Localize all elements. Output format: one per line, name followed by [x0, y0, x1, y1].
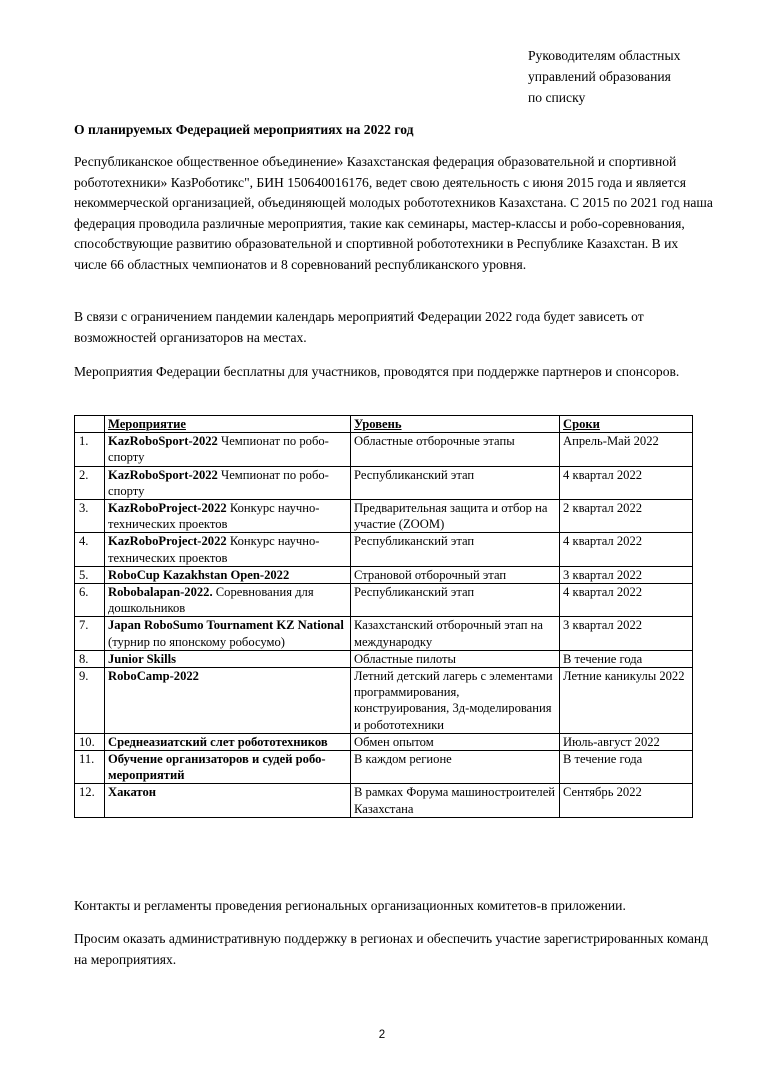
- dates-cell: Апрель-Май 2022: [560, 433, 693, 466]
- dates-cell: Сентябрь 2022: [560, 784, 693, 817]
- dates-cell: 3 квартал 2022: [560, 617, 693, 650]
- dates-cell: Июль-август 2022: [560, 733, 693, 750]
- row-number: 8.: [75, 650, 105, 667]
- level-cell: Областные отборочные этапы: [351, 433, 560, 466]
- event-name: RoboCamp-2022: [108, 669, 199, 684]
- dates-cell: 4 квартал 2022: [560, 533, 693, 566]
- intro-paragraph: Республиканское общественное объединение» Казахстанская федерация образовательной и спортивной робототехники» КазРоботикс", БИН 150640016176, ведет свою деятельность с июня 2015 года и является некоммерческой организацией, объединяющей молодых робототехников Казахстана. С 2015 по 2021 год наша федерация проводила различные мероприятия, такие как семинары, мастер-классы и робо-соревнования, способствующие развитию образовательной и спортивной робототехники в Республике Казахстан. В их числе 66 областных чемпионатов и 8 соревнований республиканского уровня.: [74, 154, 713, 272]
- level-cell: Республиканский этап: [351, 584, 560, 617]
- event-cell: [105, 500, 351, 533]
- level-cell: Республиканский этап: [351, 533, 560, 566]
- row-number: 2.: [75, 466, 105, 499]
- event-name: KazRoboSport-2022: [108, 434, 218, 449]
- event-description: Конкурс научно-технических проектов: [108, 501, 320, 532]
- header-level: Уровень: [351, 416, 560, 433]
- event-name: Обучение организаторов и судей робо-мероприятий: [108, 752, 326, 783]
- event-cell: [105, 466, 351, 499]
- row-number: 5.: [75, 566, 105, 583]
- event-cell: [105, 650, 351, 667]
- header-dates: Сроки: [560, 416, 693, 433]
- table-row: [75, 650, 693, 667]
- event-cell: [105, 584, 351, 617]
- level-cell: Предварительная защита и отбор на участие (ZOOM): [351, 500, 560, 533]
- table-row: [75, 500, 693, 533]
- event-cell: [105, 784, 351, 817]
- row-number: 6.: [75, 584, 105, 617]
- header-event: Мероприятие: [105, 416, 351, 433]
- addressee-line: по списку: [528, 90, 586, 105]
- addressee-line: Руководителям областных: [528, 48, 681, 63]
- dates-cell: 2 квартал 2022: [560, 500, 693, 533]
- table-row: [75, 617, 693, 650]
- events-table: [74, 415, 693, 818]
- level-cell: Обмен опытом: [351, 733, 560, 750]
- event-name: KazRoboSport-2022: [108, 467, 218, 482]
- row-number: 9.: [75, 668, 105, 734]
- table-row: [75, 566, 693, 583]
- table-row: [75, 733, 693, 750]
- event-cell: [105, 566, 351, 583]
- letter-subject: О планируемых Федерацией мероприятиях на 2022 год: [74, 122, 414, 137]
- row-number: 7.: [75, 617, 105, 650]
- dates-cell: 4 квартал 2022: [560, 466, 693, 499]
- dates-cell: Летние каникулы 2022: [560, 668, 693, 734]
- table-row: [75, 751, 693, 784]
- row-number: 12.: [75, 784, 105, 817]
- table-row: [75, 784, 693, 817]
- dates-cell: В течение года: [560, 650, 693, 667]
- addressee-line: управлений образования: [528, 69, 671, 84]
- pandemic-paragraph: В связи с ограничением пандемии календарь мероприятий Федерации 2022 года будет зависеть от возможностей организаторов на местах.: [74, 309, 644, 345]
- dates-cell: В течение года: [560, 751, 693, 784]
- table-row: [75, 533, 693, 566]
- event-cell: [105, 668, 351, 734]
- event-description: Чемпионат по робо-спорту: [108, 467, 329, 498]
- free-events-paragraph: Мероприятия Федерации бесплатны для участников, проводятся при поддержке партнеров и спонсоров.: [74, 364, 680, 379]
- row-number: 11.: [75, 751, 105, 784]
- event-name: Robobalapan-2022.: [108, 585, 213, 600]
- event-description: Чемпионат по робо-спорту: [108, 434, 329, 465]
- row-number: 3.: [75, 500, 105, 533]
- addressee-block: [528, 45, 680, 108]
- header-num: [75, 416, 105, 433]
- event-name: Хакатон: [108, 785, 157, 800]
- row-number: 4.: [75, 533, 105, 566]
- page-number: 2: [378, 1029, 386, 1041]
- event-name: KazRoboProject-2022: [108, 534, 227, 549]
- event-description: Соревнования для дошкольников: [108, 585, 314, 616]
- row-number: 1.: [75, 433, 105, 466]
- event-cell: [105, 751, 351, 784]
- level-cell: Областные пилоты: [351, 650, 560, 667]
- event-description: Конкурс научно-технических проектов: [108, 534, 320, 565]
- row-number: 10.: [75, 733, 105, 750]
- event-name: Japan RoboSumo Tournament KZ National: [108, 618, 344, 633]
- contacts-paragraph: Контакты и регламенты проведения региональных организационных комитетов-в приложении.: [74, 898, 626, 913]
- event-cell: [105, 617, 351, 650]
- level-cell: В каждом регионе: [351, 751, 560, 784]
- event-name: Среднеазиатский слет робототехников: [108, 734, 328, 749]
- level-cell: Казахстанский отборочный этап на международку: [351, 617, 560, 650]
- table-header-row: [75, 416, 693, 433]
- dates-cell: 4 квартал 2022: [560, 584, 693, 617]
- table-row: [75, 466, 693, 499]
- level-cell: В рамках Форума машиностроителей Казахстана: [351, 784, 560, 817]
- level-cell: Страновой отборочный этап: [351, 566, 560, 583]
- table-row: [75, 668, 693, 734]
- request-paragraph: Просим оказать административную поддержку в регионах и обеспечить участие зарегистрированных команд на мероприятиях.: [74, 931, 709, 967]
- event-cell: [105, 533, 351, 566]
- event-name: KazRoboProject-2022: [108, 501, 227, 516]
- table-row: [75, 433, 693, 466]
- level-cell: Республиканский этап: [351, 466, 560, 499]
- level-cell: Летний детский лагерь с элементами программирования, конструирования, 3д-моделирования и робототехники: [351, 668, 560, 734]
- event-name: RoboCup Kazakhstan Open-2022: [108, 567, 290, 582]
- event-cell: [105, 733, 351, 750]
- event-cell: [105, 433, 351, 466]
- event-name: Junior Skills: [108, 651, 177, 666]
- table-row: [75, 584, 693, 617]
- event-description: (турнир по японскому робосумо): [108, 634, 285, 649]
- dates-cell: 3 квартал 2022: [560, 566, 693, 583]
